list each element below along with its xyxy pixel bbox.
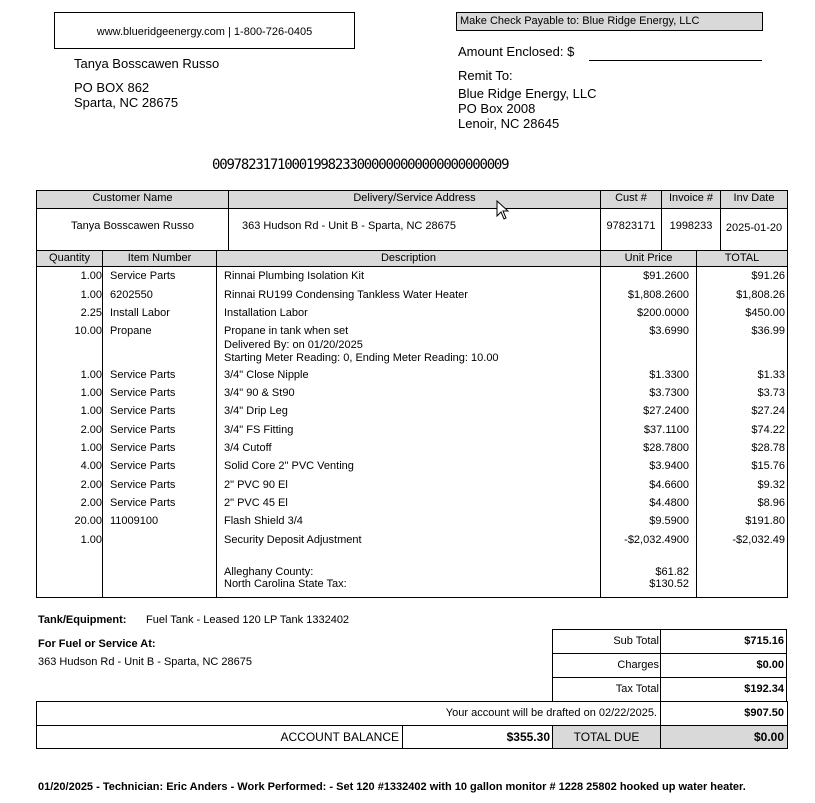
mouse-cursor-icon bbox=[496, 200, 510, 220]
row-total: $1.33 bbox=[757, 369, 785, 381]
total-due-label: TOTAL DUE bbox=[573, 730, 640, 744]
remit-to-name: Blue Ridge Energy, LLC bbox=[458, 86, 597, 101]
row-quantity: 1.00 bbox=[80, 534, 102, 546]
county-tax-value: $61.82 bbox=[655, 566, 689, 578]
state-tax-label: North Carolina State Tax: bbox=[224, 578, 347, 590]
remit-to-address2: Lenoir, NC 28645 bbox=[458, 116, 560, 131]
row-item-number: Service Parts bbox=[110, 442, 176, 454]
row-total: $74.22 bbox=[751, 424, 785, 436]
items-header-quantity: Quantity bbox=[49, 252, 90, 264]
row-item-number: Service Parts bbox=[110, 479, 176, 491]
row-total: $91.26 bbox=[751, 270, 785, 282]
row-unit-price: $4.4800 bbox=[649, 497, 689, 509]
row-quantity: 1.00 bbox=[80, 270, 102, 282]
info-address: 363 Hudson Rd - Unit B - Sparta, NC 28675 bbox=[242, 220, 457, 232]
row-unit-price: $37.1100 bbox=[643, 424, 689, 436]
row-quantity: 1.00 bbox=[80, 369, 102, 381]
amount-enclosed-line bbox=[589, 60, 762, 61]
ocr-scan-line: 00978231710001998233000000000000000000009 bbox=[212, 157, 509, 173]
items-col-divider bbox=[216, 250, 217, 598]
row-unit-price: $91.2600 bbox=[643, 270, 689, 282]
row-item-number: Service Parts bbox=[110, 369, 176, 381]
row-item-number: 6202550 bbox=[110, 289, 153, 301]
row-item-number: Service Parts bbox=[110, 387, 176, 399]
tank-equipment-label: Tank/Equipment: bbox=[38, 614, 127, 626]
row-total: -$2,032.49 bbox=[732, 534, 785, 546]
items-header-total: TOTAL bbox=[724, 252, 760, 264]
row-quantity: 10.00 bbox=[74, 325, 102, 337]
row-quantity: 2.00 bbox=[80, 424, 102, 436]
info-cust-number: 97823171 bbox=[606, 220, 656, 232]
items-header-item-number: Item Number bbox=[127, 252, 192, 264]
row-quantity: 1.00 bbox=[80, 405, 102, 417]
info-inv-date: 2025-01-20 bbox=[725, 222, 783, 234]
row-unit-price: $28.7800 bbox=[643, 442, 689, 454]
row-unit-price: $3.6990 bbox=[649, 325, 689, 337]
row-total: $15.76 bbox=[751, 460, 785, 472]
row-unit-price: $4.6600 bbox=[649, 479, 689, 491]
customer-name: Tanya Bosscawen Russo bbox=[74, 56, 220, 71]
row-total: $3.73 bbox=[757, 387, 785, 399]
row-description: Rinnai RU199 Condensing Tankless Water Heater bbox=[224, 289, 468, 301]
row-total: $27.24 bbox=[751, 405, 785, 417]
items-col-divider bbox=[102, 250, 103, 598]
row-total: $28.78 bbox=[751, 442, 785, 454]
row-description: Installation Labor bbox=[224, 307, 308, 319]
county-tax-label: Alleghany County: bbox=[224, 566, 314, 578]
row-unit-price: $3.7300 bbox=[649, 387, 689, 399]
row-quantity: 1.00 bbox=[80, 387, 102, 399]
row-description: 3/4 Cutoff bbox=[224, 442, 272, 454]
row-unit-price: $3.9400 bbox=[649, 460, 689, 472]
row-item-number: Propane bbox=[110, 325, 152, 337]
row-quantity: 4.00 bbox=[80, 460, 102, 472]
subtotal-label: Sub Total bbox=[613, 635, 659, 647]
website-line: www.blueridgeenergy.com | 1-800-726-0405 bbox=[96, 26, 313, 38]
row-description: 2" PVC 90 El bbox=[224, 479, 288, 491]
remit-to-label: Remit To: bbox=[458, 68, 513, 83]
info-header-invoice-number: Invoice # bbox=[668, 192, 714, 204]
row-quantity: 20.00 bbox=[74, 515, 102, 527]
info-header-address: Delivery/Service Address bbox=[353, 192, 476, 204]
row-description: 2" PVC 45 El bbox=[224, 497, 288, 509]
row-total: $450.00 bbox=[745, 307, 785, 319]
row-item-number: Service Parts bbox=[110, 270, 176, 282]
charges-label: Charges bbox=[617, 659, 659, 671]
propane-note-delivered: Delivered By: on 01/20/2025 bbox=[224, 339, 363, 351]
row-description: Propane in tank when set bbox=[224, 325, 349, 337]
tax-total-label: Tax Total bbox=[615, 683, 659, 695]
row-total: $36.99 bbox=[751, 325, 785, 337]
row-total: $8.96 bbox=[757, 497, 785, 509]
total-due-value: $0.00 bbox=[753, 730, 784, 744]
payable-to-text: Make Check Payable to: Blue Ridge Energy, LLC bbox=[460, 15, 700, 27]
totals-row-divider bbox=[552, 653, 787, 654]
row-unit-price: $9.5900 bbox=[649, 515, 689, 527]
row-item-number: 11009100 bbox=[110, 515, 159, 527]
row-description: Flash Shield 3/4 bbox=[224, 515, 303, 527]
row-unit-price: $1.3300 bbox=[649, 369, 689, 381]
row-item-number: Service Parts bbox=[110, 460, 176, 472]
row-description: 3/4" Close Nipple bbox=[224, 369, 309, 381]
row-quantity: 1.00 bbox=[80, 289, 102, 301]
service-at-label: For Fuel or Service At: bbox=[38, 638, 156, 650]
charges-value: $0.00 bbox=[756, 659, 784, 671]
row-unit-price: $1,808.2600 bbox=[627, 289, 689, 301]
items-header-divider bbox=[36, 266, 788, 267]
row-quantity: 2.00 bbox=[80, 497, 102, 509]
info-header-customer-name: Customer Name bbox=[92, 192, 173, 204]
row-quantity: 2.00 bbox=[80, 479, 102, 491]
row-total: $1,808.26 bbox=[736, 289, 785, 301]
totals-row-divider bbox=[552, 677, 787, 678]
row-description: 3/4" Drip Leg bbox=[224, 405, 288, 417]
info-header-inv-date: Inv Date bbox=[733, 192, 775, 204]
row-item-number: Service Parts bbox=[110, 497, 176, 509]
row-total: $191.80 bbox=[745, 515, 785, 527]
row-description: Security Deposit Adjustment bbox=[224, 534, 362, 546]
row-quantity: 1.00 bbox=[80, 442, 102, 454]
remit-to-address1: PO Box 2008 bbox=[458, 101, 536, 116]
account-balance-value: $355.30 bbox=[506, 730, 550, 744]
row-item-number: Install Labor bbox=[110, 307, 170, 319]
items-header-description: Description bbox=[380, 252, 437, 264]
draft-notice: Your account will be drafted on 02/22/2025. bbox=[445, 707, 657, 719]
row-description: Rinnai Plumbing Isolation Kit bbox=[224, 270, 365, 282]
items-header-unit-price: Unit Price bbox=[624, 252, 673, 264]
tank-equipment-value: Fuel Tank - Leased 120 LP Tank 1332402 bbox=[146, 614, 350, 626]
customer-address-line1: PO BOX 862 bbox=[74, 80, 150, 95]
technician-note: 01/20/2025 - Technician: Eric Anders - Work Performed: - Set 120 #1332402 with 10 gallon monitor # 1228 25802 hooked up water heater. bbox=[38, 781, 746, 793]
amount-enclosed-label: Amount Enclosed: $ bbox=[458, 44, 575, 59]
draft-amount: $907.50 bbox=[744, 707, 784, 719]
row-description: Solid Core 2" PVC Venting bbox=[224, 460, 354, 472]
row-item-number: Service Parts bbox=[110, 405, 176, 417]
info-customer-name: Tanya Bosscawen Russo bbox=[71, 220, 194, 232]
info-header-divider bbox=[36, 208, 788, 209]
row-description: 3/4" FS Fitting bbox=[224, 424, 294, 436]
customer-address-line2: Sparta, NC 28675 bbox=[74, 95, 179, 110]
tax-total-value: $192.34 bbox=[744, 683, 784, 695]
website-box bbox=[54, 12, 355, 49]
state-tax-value: $130.52 bbox=[649, 578, 689, 590]
row-unit-price: $27.2400 bbox=[643, 405, 689, 417]
row-unit-price: -$2,032.4900 bbox=[624, 534, 689, 546]
propane-note-meter: Starting Meter Reading: 0, Ending Meter Reading: 10.00 bbox=[224, 352, 499, 364]
row-item-number: Service Parts bbox=[110, 424, 176, 436]
subtotal-value: $715.16 bbox=[744, 635, 784, 647]
account-balance-label: ACCOUNT BALANCE bbox=[280, 730, 399, 744]
payable-to-box bbox=[456, 12, 763, 31]
info-invoice-number: 1998233 bbox=[669, 220, 713, 232]
info-header-cust-number: Cust # bbox=[615, 192, 647, 204]
service-at-value: 363 Hudson Rd - Unit B - Sparta, NC 28675 bbox=[38, 656, 253, 668]
row-description: 3/4" 90 & St90 bbox=[224, 387, 295, 399]
row-total: $9.32 bbox=[757, 479, 785, 491]
row-unit-price: $200.0000 bbox=[637, 307, 689, 319]
row-quantity: 2.25 bbox=[80, 307, 102, 319]
